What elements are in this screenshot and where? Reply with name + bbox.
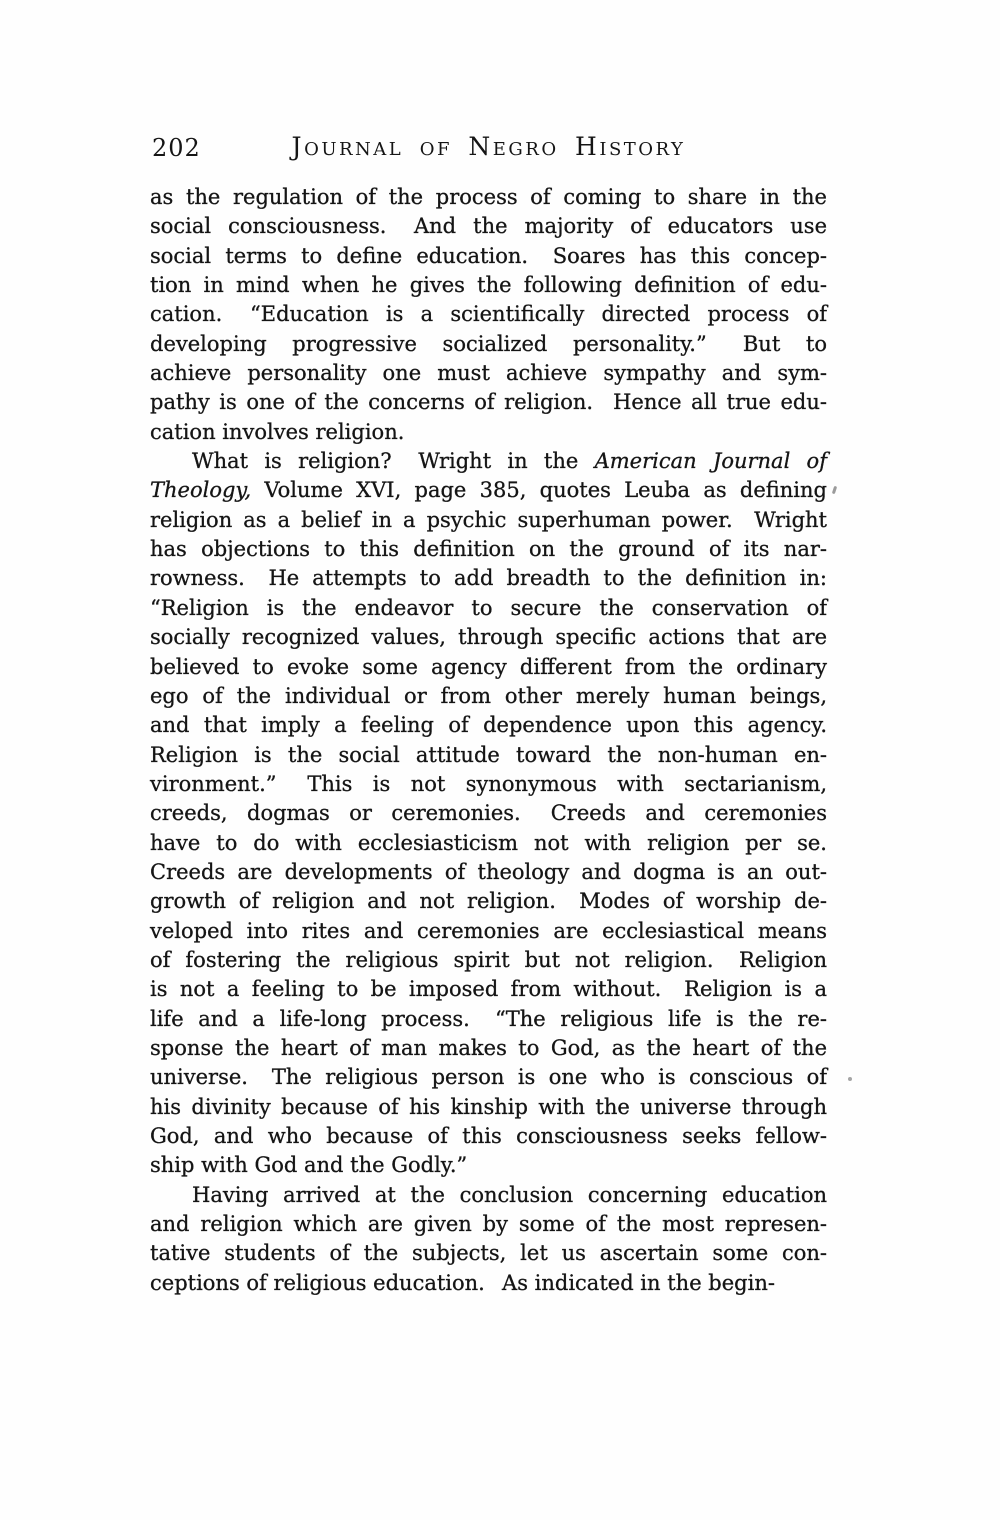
text-segment: “Religion is the endeavor to secure the conservation of bbox=[150, 595, 827, 620]
text-line bbox=[150, 1093, 827, 1122]
text-segment: believed to evoke some agency different from the ordinary bbox=[150, 654, 827, 679]
text-segment: ego of the individual or from other merely human beings, bbox=[150, 683, 827, 708]
text-segment: tative students of the subjects, let us ascertain some con- bbox=[150, 1241, 827, 1266]
text-segment: Volume XVI, page 385, quotes Leuba as defining bbox=[251, 478, 827, 503]
italic-text: Theology, bbox=[150, 478, 252, 503]
text-segment: of fostering the religious spirit but not religion. Religion bbox=[150, 947, 827, 972]
text-line bbox=[150, 564, 827, 593]
text-line bbox=[150, 183, 827, 212]
text-segment: rowness. He attempts to add breadth to the definition in: bbox=[150, 566, 827, 591]
text-line bbox=[150, 330, 827, 359]
text-line bbox=[150, 476, 827, 505]
text-line bbox=[150, 1063, 827, 1092]
text-segment: Having arrived at the conclusion concerning education bbox=[192, 1182, 827, 1207]
text-segment: Religion is the social attitude toward the non-human en- bbox=[150, 742, 827, 767]
text-line bbox=[150, 1005, 827, 1034]
page-body bbox=[150, 183, 827, 1298]
text-line bbox=[150, 1034, 827, 1063]
text-segment: life and a life-long process. “The religious life is the re- bbox=[150, 1006, 827, 1031]
text-line bbox=[150, 506, 827, 535]
text-segment: cation involves religion. bbox=[150, 419, 405, 444]
text-line bbox=[150, 799, 827, 828]
text-segment: have to do with ecclesiasticism not with religion per se. bbox=[150, 830, 827, 855]
text-line bbox=[150, 1269, 827, 1298]
text-line bbox=[150, 1239, 827, 1268]
text-line bbox=[150, 887, 827, 916]
text-segment: God, and who because of this consciousness seeks fellow- bbox=[150, 1124, 827, 1148]
page-header bbox=[150, 132, 827, 164]
text-segment: his divinity because of his kinship with the universe through bbox=[150, 1094, 827, 1119]
text-segment: has objections to this definition on the ground of its nar- bbox=[150, 537, 827, 562]
text-line bbox=[150, 300, 827, 329]
text-segment: cation. “Education is a scientifically directed process of bbox=[150, 302, 827, 327]
text-segment: pathy is one of the concerns of religion. Hence all true edu- bbox=[150, 390, 827, 415]
text-line bbox=[150, 741, 827, 770]
text-segment: veloped into rites and ceremonies are ecclesiastical means bbox=[150, 918, 827, 943]
text-segment: developing progressive socialized personality.” But to bbox=[150, 331, 827, 356]
running-head: Journal of Negro History bbox=[291, 132, 686, 161]
text-segment: and that imply a feeling of dependence upon this agency. bbox=[150, 713, 827, 738]
text-line bbox=[150, 711, 827, 740]
text-line bbox=[150, 623, 827, 652]
text-segment: What is religion? Wright in the bbox=[192, 449, 595, 474]
text-line bbox=[150, 388, 827, 417]
text-segment: is not a feeling to be imposed from without. Religion is a bbox=[150, 977, 827, 1002]
text-segment: social consciousness. And the majority of educators use bbox=[150, 214, 827, 239]
text-line bbox=[150, 1151, 827, 1180]
text-line bbox=[150, 447, 827, 476]
text-line bbox=[150, 917, 827, 946]
text-line bbox=[150, 359, 827, 388]
scan-artifact-speck bbox=[832, 486, 837, 495]
text-segment: vironment.” This is not synonymous with sectarianism, bbox=[150, 771, 827, 796]
text-segment: ceptions of religious education. As indicated in the begin- bbox=[150, 1270, 775, 1295]
text-line bbox=[150, 946, 827, 975]
text-line bbox=[150, 271, 827, 300]
scan-artifact-dot bbox=[848, 1077, 852, 1081]
text-segment: social terms to define education. Soares has this concep- bbox=[150, 243, 827, 268]
text-line bbox=[150, 1181, 827, 1210]
paragraph bbox=[150, 183, 827, 447]
paragraph bbox=[150, 1181, 827, 1298]
page-number: 202 bbox=[152, 134, 201, 162]
text-line bbox=[150, 858, 827, 887]
text-line bbox=[150, 653, 827, 682]
text-line bbox=[150, 594, 827, 623]
text-line bbox=[150, 829, 827, 858]
italic-text: American Journal of bbox=[594, 449, 827, 474]
text-line bbox=[150, 212, 827, 241]
text-segment: growth of religion and not religion. Modes of worship de- bbox=[150, 889, 827, 914]
text-segment: creeds, dogmas or ceremonies. Creeds and ceremonies bbox=[150, 801, 827, 826]
text-line bbox=[150, 242, 827, 271]
text-segment: as the regulation of the process of coming to share in the bbox=[150, 185, 827, 209]
text-segment: achieve personality one must achieve sympathy and sym- bbox=[150, 361, 827, 386]
text-segment: tion in mind when he gives the following definition of edu- bbox=[150, 273, 827, 298]
text-segment: universe. The religious person is one who is conscious of bbox=[150, 1065, 827, 1090]
text-line bbox=[150, 770, 827, 799]
text-line bbox=[150, 1210, 827, 1239]
paragraph bbox=[150, 447, 827, 1181]
text-segment: Creeds are developments of theology and dogma is an out- bbox=[150, 859, 827, 884]
text-line bbox=[150, 975, 827, 1004]
text-line bbox=[150, 535, 827, 564]
text-line bbox=[150, 682, 827, 711]
text-segment: socially recognized values, through specific actions that are bbox=[150, 625, 827, 650]
text-segment: religion as a belief in a psychic superhuman power. Wright bbox=[150, 507, 827, 532]
text-segment: ship with God and the Godly.” bbox=[150, 1153, 468, 1178]
text-line bbox=[150, 1122, 827, 1151]
text-segment: sponse the heart of man makes to God, as the heart of the bbox=[150, 1035, 827, 1060]
text-line bbox=[150, 418, 827, 447]
text-segment: and religion which are given by some of the most represen- bbox=[150, 1212, 827, 1237]
